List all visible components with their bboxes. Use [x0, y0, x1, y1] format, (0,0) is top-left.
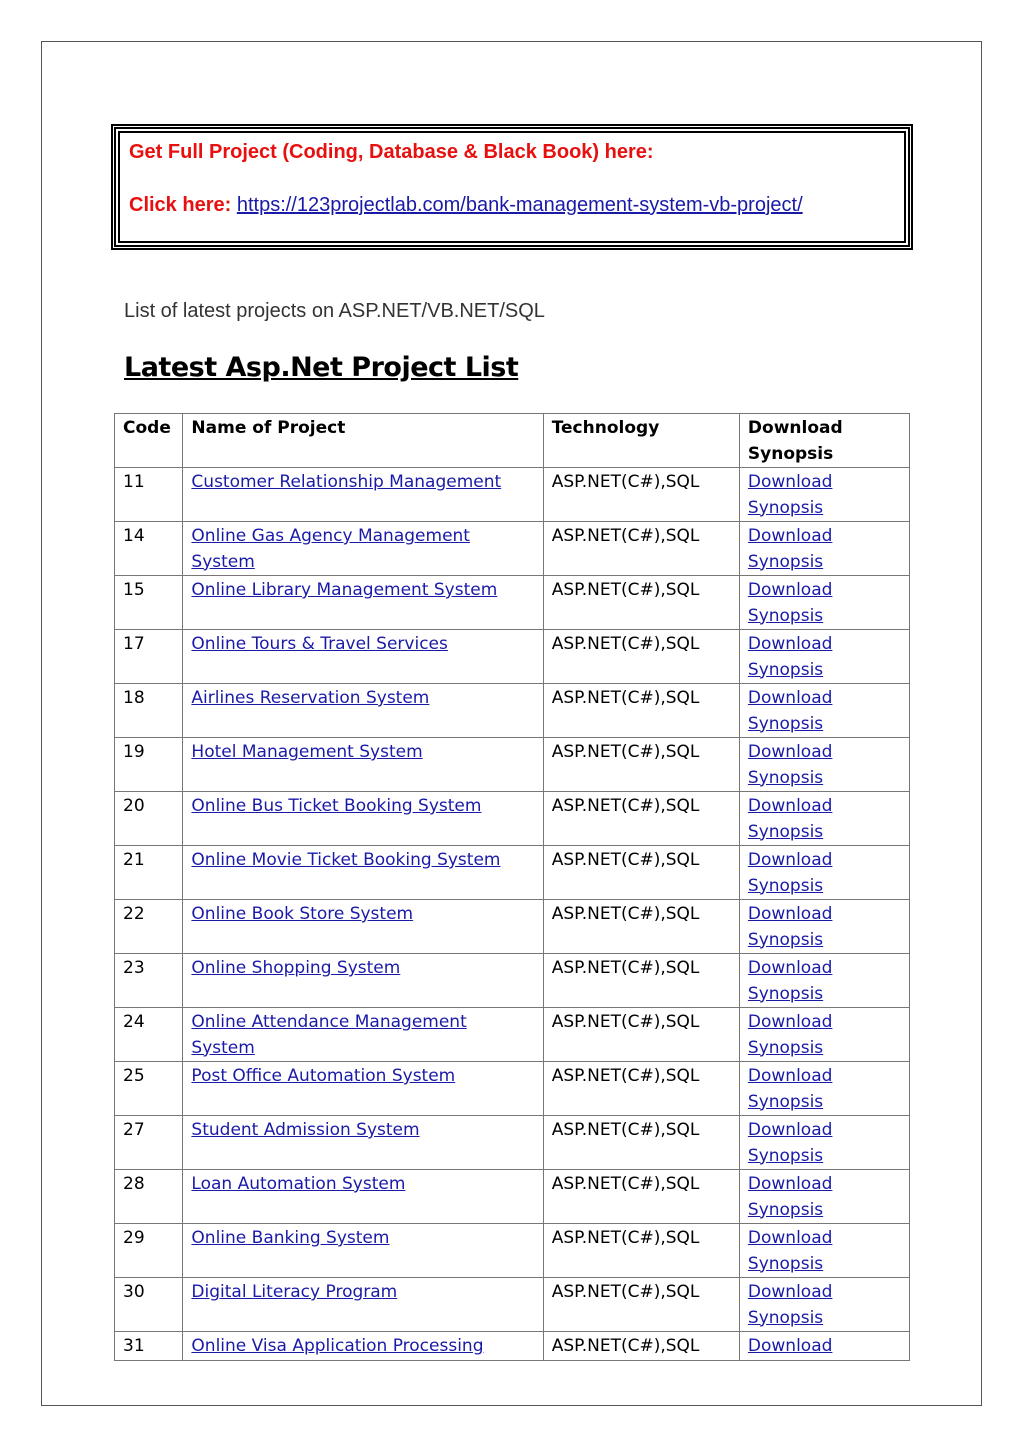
download-cell — [739, 468, 909, 522]
table-row — [115, 684, 910, 738]
header-technology: Technology — [543, 414, 739, 468]
project-code: 15 — [115, 576, 183, 630]
project-name-link[interactable]: Online Banking System — [191, 1228, 390, 1248]
download-cell — [739, 1008, 909, 1062]
table-row — [115, 630, 910, 684]
project-code: 30 — [115, 1278, 183, 1332]
project-name-cell — [183, 900, 543, 954]
project-name-cell — [183, 1224, 543, 1278]
download-synopsis-link[interactable]: Download Synopsis — [747, 1066, 833, 1112]
project-code: 14 — [115, 522, 183, 576]
download-synopsis-link[interactable]: Download Synopsis — [747, 472, 833, 518]
project-code: 25 — [115, 1062, 183, 1116]
project-technology: ASP.NET(C#),SQL — [543, 1332, 739, 1361]
project-technology: ASP.NET(C#),SQL — [543, 684, 739, 738]
download-cell — [739, 792, 909, 846]
project-name-link[interactable]: Post Office Automation System — [191, 1066, 456, 1086]
download-synopsis-link[interactable]: Download — [747, 1336, 833, 1356]
table-row — [115, 738, 910, 792]
download-cell — [739, 576, 909, 630]
project-name-cell — [183, 1278, 543, 1332]
download-cell — [739, 630, 909, 684]
download-synopsis-link[interactable]: Download Synopsis — [747, 688, 833, 734]
project-technology: ASP.NET(C#),SQL — [543, 900, 739, 954]
header-code: Code — [115, 414, 183, 468]
project-name-cell — [183, 468, 543, 522]
project-name-link[interactable]: Online Book Store System — [191, 904, 414, 924]
table-row — [115, 1278, 910, 1332]
project-name-cell — [183, 1170, 543, 1224]
download-cell — [739, 846, 909, 900]
download-synopsis-link[interactable]: Download Synopsis — [747, 1282, 833, 1328]
promo-headline: Get Full Project (Coding, Database & Black Book) here: — [129, 141, 654, 163]
table-row — [115, 792, 910, 846]
download-synopsis-link[interactable]: Download Synopsis — [747, 526, 833, 572]
table-row — [115, 576, 910, 630]
download-synopsis-link[interactable]: Download Synopsis — [747, 850, 833, 896]
project-name-link[interactable]: Digital Literacy Program — [191, 1282, 398, 1302]
table-row — [115, 1224, 910, 1278]
project-name-link[interactable]: Online Bus Ticket Booking System — [191, 796, 482, 816]
project-code: 31 — [115, 1332, 183, 1361]
project-name-cell — [183, 1332, 543, 1361]
download-synopsis-link[interactable]: Download Synopsis — [747, 1120, 833, 1166]
project-technology: ASP.NET(C#),SQL — [543, 1224, 739, 1278]
intro-text: List of latest projects on ASP.NET/VB.NET/SQL — [124, 300, 545, 322]
download-synopsis-link[interactable]: Download Synopsis — [747, 796, 833, 842]
project-name-link[interactable]: Online Movie Ticket Booking System — [191, 850, 501, 870]
project-technology: ASP.NET(C#),SQL — [543, 1062, 739, 1116]
project-name-link[interactable]: Online Attendance Management System — [191, 1012, 467, 1058]
project-name-link[interactable]: Airlines Reservation System — [191, 688, 430, 708]
project-code: 17 — [115, 630, 183, 684]
project-code: 19 — [115, 738, 183, 792]
project-technology: ASP.NET(C#),SQL — [543, 576, 739, 630]
download-synopsis-link[interactable]: Download Synopsis — [747, 742, 833, 788]
table-row — [115, 954, 910, 1008]
table-row — [115, 1332, 910, 1361]
project-code: 18 — [115, 684, 183, 738]
header-download: Download Synopsis — [739, 414, 909, 468]
project-technology: ASP.NET(C#),SQL — [543, 1008, 739, 1062]
table-row — [115, 1116, 910, 1170]
download-cell — [739, 738, 909, 792]
project-code: 27 — [115, 1116, 183, 1170]
table-row — [115, 846, 910, 900]
project-technology: ASP.NET(C#),SQL — [543, 1116, 739, 1170]
promo-link-line — [129, 191, 895, 219]
project-name-link[interactable]: Online Visa Application Processing — [191, 1336, 484, 1356]
project-code: 22 — [115, 900, 183, 954]
download-synopsis-link[interactable]: Download Synopsis — [747, 904, 833, 950]
download-synopsis-link[interactable]: Download Synopsis — [747, 580, 833, 626]
header-name: Name of Project — [183, 414, 543, 468]
project-code: 11 — [115, 468, 183, 522]
download-cell — [739, 1332, 909, 1361]
section-heading: Latest Asp.Net Project List — [124, 352, 519, 383]
project-code: 28 — [115, 1170, 183, 1224]
project-technology: ASP.NET(C#),SQL — [543, 522, 739, 576]
project-name-cell — [183, 522, 543, 576]
project-name-link[interactable]: Student Admission System — [191, 1120, 420, 1140]
project-name-link[interactable]: Online Library Management System — [191, 580, 498, 600]
project-name-link[interactable]: Loan Automation System — [191, 1174, 406, 1194]
project-technology: ASP.NET(C#),SQL — [543, 792, 739, 846]
project-name-link[interactable]: Online Shopping System — [191, 958, 401, 978]
project-name-cell — [183, 1008, 543, 1062]
download-synopsis-link[interactable]: Download Synopsis — [747, 958, 833, 1004]
project-technology: ASP.NET(C#),SQL — [543, 1170, 739, 1224]
download-synopsis-link[interactable]: Download Synopsis — [747, 1012, 833, 1058]
promo-inner-border — [118, 131, 906, 243]
project-name-cell — [183, 1116, 543, 1170]
download-cell — [739, 1170, 909, 1224]
table-header-row — [115, 414, 910, 468]
table-row — [115, 1170, 910, 1224]
project-name-cell — [183, 1062, 543, 1116]
download-cell — [739, 684, 909, 738]
download-cell — [739, 1278, 909, 1332]
download-cell — [739, 1224, 909, 1278]
project-code: 24 — [115, 1008, 183, 1062]
project-technology: ASP.NET(C#),SQL — [543, 846, 739, 900]
table-body — [115, 468, 910, 1361]
table-row — [115, 468, 910, 522]
project-name-link[interactable]: Online Gas Agency Management System — [191, 526, 470, 572]
project-code: 20 — [115, 792, 183, 846]
project-name-link[interactable]: Online Tours & Travel Services — [191, 634, 448, 654]
table-row — [115, 1062, 910, 1116]
project-code: 29 — [115, 1224, 183, 1278]
table-row — [115, 900, 910, 954]
download-synopsis-link[interactable]: Download Synopsis — [747, 634, 833, 680]
table-row — [115, 522, 910, 576]
project-table — [114, 413, 910, 1361]
download-cell — [739, 522, 909, 576]
download-cell — [739, 900, 909, 954]
promo-box — [111, 124, 913, 250]
project-technology: ASP.NET(C#),SQL — [543, 630, 739, 684]
project-technology: ASP.NET(C#),SQL — [543, 738, 739, 792]
project-name-cell — [183, 954, 543, 1008]
download-synopsis-link[interactable]: Download Synopsis — [747, 1228, 833, 1274]
download-cell — [739, 1062, 909, 1116]
project-name-cell — [183, 576, 543, 630]
download-synopsis-link[interactable]: Download Synopsis — [747, 1174, 833, 1220]
project-name-cell — [183, 738, 543, 792]
project-name-cell — [183, 630, 543, 684]
project-technology: ASP.NET(C#),SQL — [543, 468, 739, 522]
project-name-cell — [183, 684, 543, 738]
project-link[interactable]: https://123projectlab.com/bank-management-system-vb-project/ — [236, 194, 803, 216]
table-row — [115, 1008, 910, 1062]
download-cell — [739, 1116, 909, 1170]
download-cell — [739, 954, 909, 1008]
project-name-cell — [183, 846, 543, 900]
click-here-label: Click here: — [129, 194, 232, 216]
project-name-link[interactable]: Hotel Management System — [191, 742, 423, 762]
project-code: 23 — [115, 954, 183, 1008]
project-technology: ASP.NET(C#),SQL — [543, 954, 739, 1008]
project-code: 21 — [115, 846, 183, 900]
project-name-link[interactable]: Customer Relationship Management — [191, 472, 502, 492]
project-technology: ASP.NET(C#),SQL — [543, 1278, 739, 1332]
project-name-cell — [183, 792, 543, 846]
